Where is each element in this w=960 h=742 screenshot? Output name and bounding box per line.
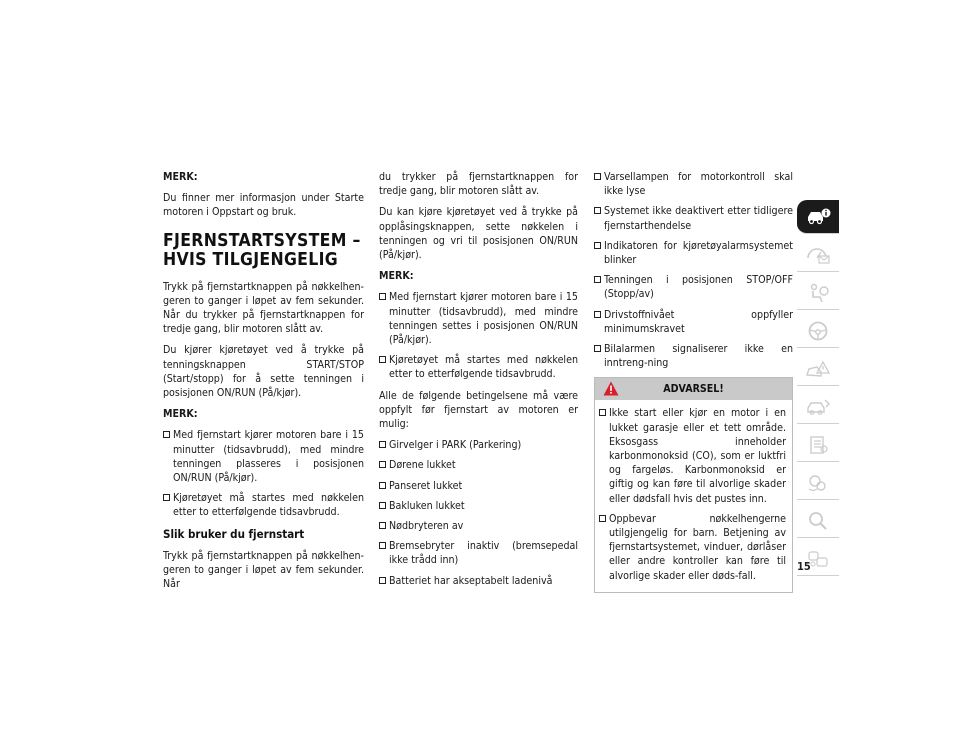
section-heading-line2: HVIS TILGJENGELIG (163, 249, 338, 270)
list-item (594, 170, 793, 198)
bullet-box-icon (594, 345, 601, 352)
list-item (379, 290, 578, 347)
paragraph: Du kjører kjøretøyet ved å trykke på tenningsknappen START/STOP (Start/stopp) for å sette tenningen i posisjonen ON/RUN (På/kjør). (163, 344, 364, 400)
tab-safety[interactable] (797, 276, 839, 310)
bullet-box-icon (379, 293, 386, 300)
warning-triangle-icon (603, 381, 619, 396)
bullet-box-icon (594, 276, 601, 283)
section-heading-line1: FJERNSTARTSYSTEM – (163, 230, 361, 251)
list-item-text: Oppbevar nøkkelhengerne utilgjengelig for barn. Betjening av fjernstartsystemet, vinduer, dørlåser eller andre kontroller kan føre til alvorlige skader eller døds-fall. (609, 512, 786, 582)
list-item-text: Drivstoffnivået oppfyller minimumskravet (604, 308, 793, 335)
list-item-text: Bilalarmen signaliserer ikke en inntreng-ning (604, 343, 793, 370)
list-item-text: Kjøretøyet må startes med nøkkelen etter to etterfølgende tidsavbrudd. (173, 492, 364, 519)
list-item (594, 239, 793, 267)
list-item-text: Girvelger i PARK (Parkering) (389, 439, 522, 452)
bullet-box-icon (379, 522, 386, 529)
column-3 (594, 170, 793, 593)
warning-list (599, 406, 786, 582)
bullet-box-icon (379, 482, 386, 489)
note-text: Du finner mer informasjon under Starte motoren i Oppstart og bruk. (163, 192, 364, 219)
warning-box (594, 377, 793, 592)
bullet-box-icon (594, 242, 601, 249)
list-item (379, 479, 578, 493)
paragraph: du trykker på fjernstartknappen for tredje gang, blir motoren slått av. (379, 171, 578, 198)
paragraph: Trykk på fjernstartknappen på nøkkelhen-geren to ganger i løpet av fem sekunder. Når du trykker på fjernstartknappen for tredje gang, blir motoren slått av. (163, 280, 364, 336)
list-item-text: Kjøretøyet må startes med nøkkelen etter to etterfølgende tidsavbrudd. (389, 354, 578, 381)
search-index-icon (805, 510, 831, 532)
tab-driving[interactable] (797, 314, 839, 348)
list-item-text: Med fjernstart kjører motoren bare i 15 minutter (tidsavbrudd), med mindre tenningen plasseres i posisjonen ON/RUN (På/kjør). (173, 429, 364, 485)
bullet-box-icon (379, 577, 386, 584)
conditions-list-continued (594, 170, 793, 370)
list-item-text: Batteriet har akseptabelt ladenivå (389, 574, 553, 587)
bullet-box-icon (599, 515, 606, 522)
bullet-box-icon (379, 542, 386, 549)
tab-multimedia[interactable] (797, 466, 839, 500)
list-item-text: Dørene lukket (389, 459, 456, 472)
car-crash-icon (805, 358, 831, 380)
list-item (379, 458, 578, 472)
list-item-text: Bremsebryter inaktiv (bremsepedal ikke trådd inn) (389, 540, 578, 567)
paragraph: Alle de følgende betingelsene må være oppfylt før fjernstart av motoren er mulig: (379, 389, 578, 431)
list-item-text: Varsellampen for motorkontroll skal ikke lyse (604, 171, 793, 198)
steering-wheel-icon (805, 320, 831, 342)
column-2 (379, 170, 578, 595)
tab-service[interactable] (797, 390, 839, 424)
list-item-text: Indikatoren for kjøretøyalarmsystemet blinker (604, 239, 793, 267)
bullet-box-icon (599, 409, 606, 416)
tab-index[interactable] (797, 504, 839, 538)
warning-title: ADVARSEL! (663, 383, 724, 396)
car-service-icon (805, 396, 831, 418)
bullet-box-icon (379, 356, 386, 363)
warning-header (595, 378, 792, 400)
bullet-box-icon (379, 502, 386, 509)
subheading: Slik bruker du fjernstart (163, 526, 305, 541)
airbag-seat-icon (805, 282, 831, 304)
paragraph: Trykk på fjernstartknappen på nøkkelhen-geren to ganger i løpet av fem sekunder. Når (163, 549, 364, 591)
list-item (379, 574, 578, 588)
list-item-text: Systemet ikke deaktivert etter tidligere fjernstarthendelse (604, 205, 793, 232)
list-item (379, 539, 578, 567)
paragraph: Du kan kjøre kjøretøyet ved å trykke på opplåsingsknappen, sette nøkkelen i tenningen og vri til posisjonen ON/RUN (På/kjør). (379, 206, 578, 262)
list-item (379, 438, 578, 452)
list-item-text: Tenningen i posisjonen STOP/OFF (Stopp/av) (604, 274, 793, 301)
tab-emergency[interactable] (797, 352, 839, 386)
bullet-list (163, 428, 364, 519)
list-item (594, 308, 793, 336)
list-item (379, 499, 578, 513)
list-item (379, 519, 578, 533)
list-item (163, 428, 364, 485)
list-item (599, 512, 786, 583)
chapter-tabs (797, 200, 839, 580)
note-label: MERK: (163, 408, 198, 421)
list-item (599, 406, 786, 505)
list-item (594, 204, 793, 232)
conditions-list (379, 438, 578, 588)
list-item-text: Ikke start eller kjør en motor i en lukket garasje eller et tett område. Eksosgass inneholder karbonmonoksid (CO), som er luktfri og fargeløs. Karbonmonoksid er giftig og kan føre til alvorlige skader eller dødsfall hvis det pustes inn. (609, 407, 786, 505)
bullet-box-icon (379, 461, 386, 468)
list-item-text: Med fjernstart kjører motoren bare i 15 minutter (tidsavbrudd), med mindre tenningen settes i posisjonen ON/RUN (På/kjør). (389, 291, 578, 347)
tab-dashboard[interactable] (797, 238, 839, 272)
list-item (594, 273, 793, 301)
list-item (594, 342, 793, 370)
dashboard-mail-icon (805, 244, 831, 266)
page-number: 15 (797, 560, 811, 573)
note-label: MERK: (379, 270, 414, 283)
column-1 (163, 170, 364, 598)
list-item (163, 491, 364, 519)
multimedia-icon (805, 472, 831, 494)
bullet-box-icon (594, 311, 601, 318)
bullet-box-icon (594, 207, 601, 214)
bullet-box-icon (163, 431, 170, 438)
car-info-icon (805, 206, 831, 228)
list-item-text: Nødbryteren av (389, 520, 464, 533)
tab-specifications[interactable] (797, 428, 839, 462)
spec-list-icon (805, 434, 831, 456)
note-label: MERK: (163, 171, 198, 183)
list-item (379, 353, 578, 381)
bullet-box-icon (594, 173, 601, 180)
list-item-text: Panseret lukket (389, 479, 463, 492)
list-item-text: Bakluken lukket (389, 499, 465, 512)
bullet-list (379, 290, 578, 381)
bullet-box-icon (163, 494, 170, 501)
section-heading (163, 232, 364, 270)
tab-car-info[interactable] (797, 200, 839, 234)
bullet-box-icon (379, 441, 386, 448)
warning-body (595, 400, 792, 591)
